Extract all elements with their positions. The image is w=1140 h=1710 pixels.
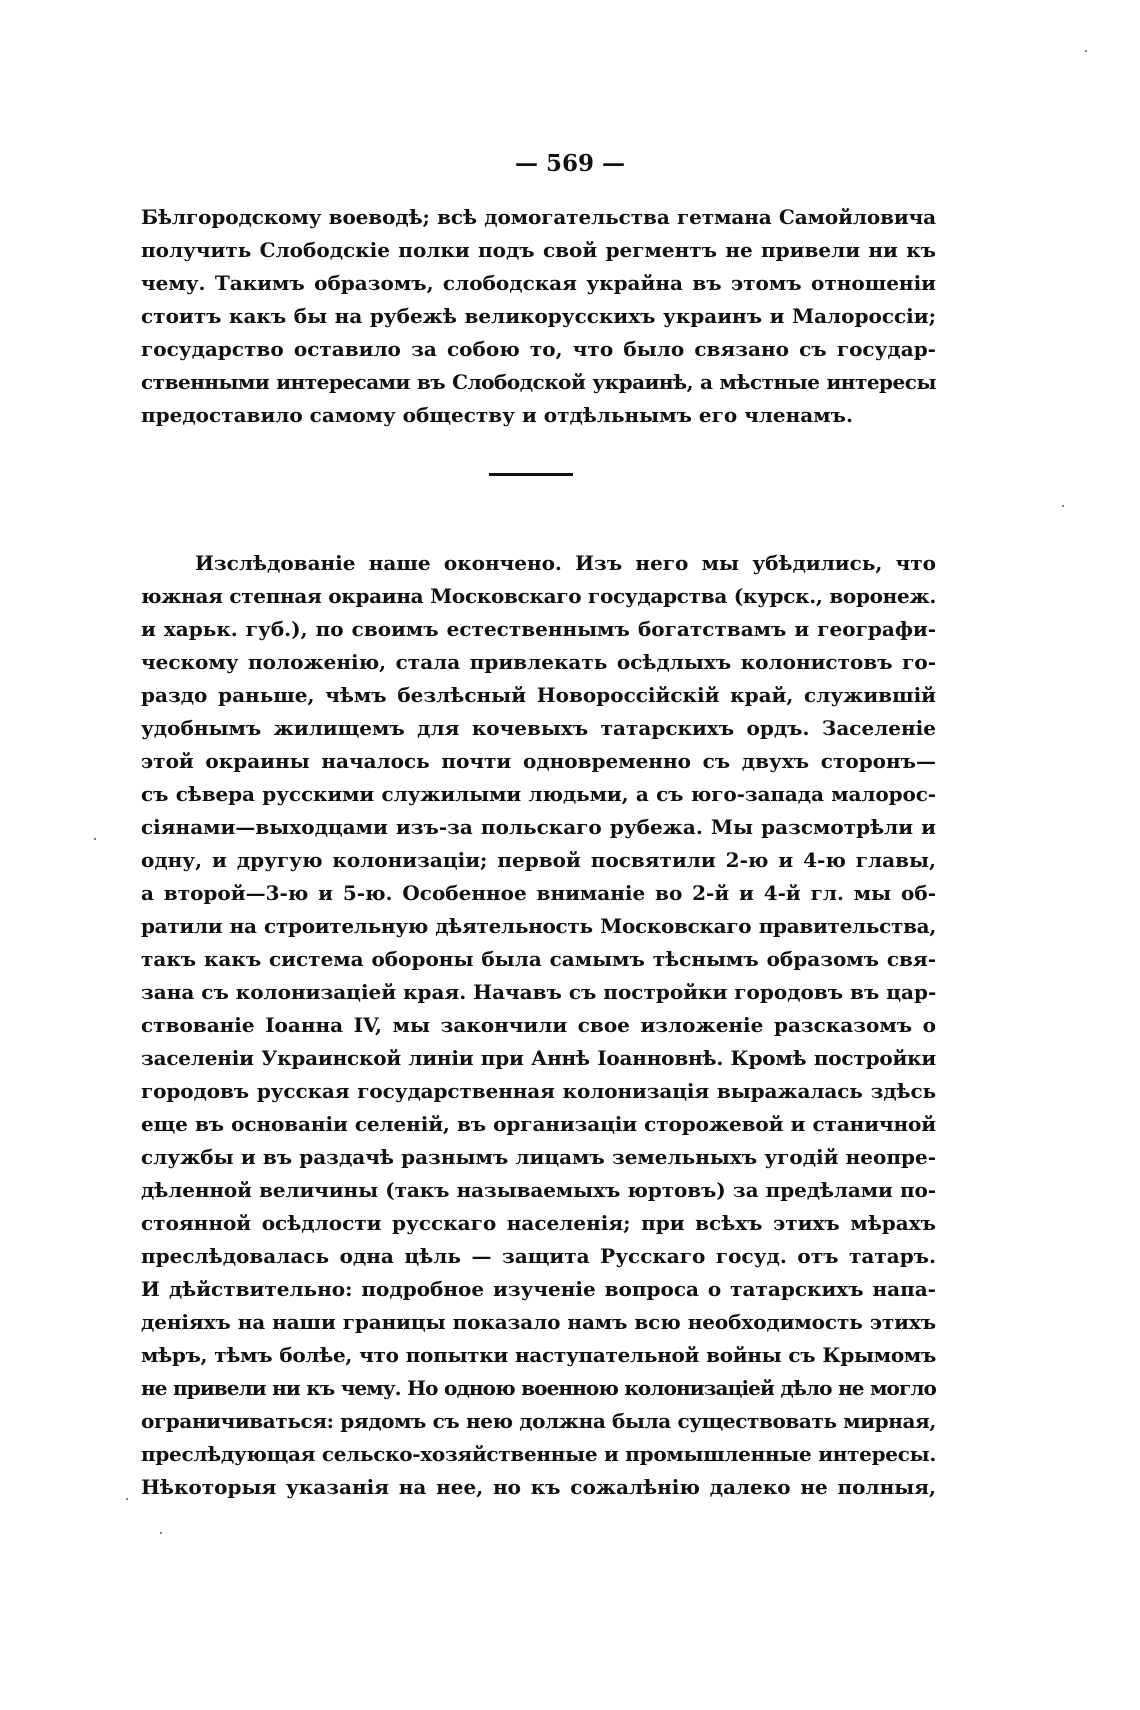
text-line: стоянной осѣдлости русскаго населенія; при всѣхъ этихъ мѣрахъ <box>141 1211 936 1235</box>
text-line: зана съ колонизаціей края. Начавъ съ постройки городовъ въ цар- <box>141 980 937 1004</box>
text-line: южная степная окраина Московскаго государства (курск., воронеж. <box>141 584 936 608</box>
text-line: этой окраины началось почти одновременно съ двухъ сторонъ— <box>141 749 936 773</box>
scan-speck <box>1062 505 1064 507</box>
scan-speck <box>1085 50 1087 52</box>
scan-speck <box>126 1498 128 1500</box>
text-line: мѣръ, тѣмъ болѣе, что попытки наступательной войны съ Крымомъ <box>141 1343 936 1367</box>
text-line: преслѣдующая сельско-хозяйственные и промышленные интересы. <box>141 1442 936 1466</box>
text-line: службы и въ раздачѣ разнымъ лицамъ земельныхъ угодій неопре- <box>141 1145 936 1169</box>
text-line: чему. Такимъ образомъ, слободская украйна въ этомъ отношеніи <box>141 271 936 295</box>
text-line: Нѣкоторыя указанія на нее, но къ сожалѣнію далеко не полныя, <box>141 1475 936 1499</box>
text-line: дѣленной величины (такъ называемыхъ юртовъ) за предѣлами по- <box>141 1178 936 1202</box>
text-line: ограничиваться: рядомъ съ нею должна была существовать мирная, <box>141 1409 936 1433</box>
text-line: заселеніи Украинской линіи при Аннѣ Іоанновнѣ. Кромѣ постройки <box>141 1046 936 1070</box>
text-line: съ сѣвера русскими служилыми людьми, а съ юго-запада малорос- <box>141 782 936 806</box>
text-line: деніяхъ на наши границы показало намъ всю необходимость этихъ <box>141 1310 936 1334</box>
text-line: ственными интересами въ Слободской украинѣ, а мѣстные интересы <box>141 370 936 394</box>
text-line: стоитъ какъ бы на рубежѣ великорусскихъ украинъ и Малороссіи; <box>141 304 936 328</box>
text-line: И дѣйствительно: подробное изученіе вопроса о татарскихъ напа- <box>141 1277 936 1301</box>
text-line: не привели ни къ чему. Но одною военною колонизаціей дѣло не могло <box>141 1376 936 1400</box>
scan-speck <box>160 1532 162 1534</box>
text-line: предоставило самому обществу и отдѣльнымъ его членамъ. <box>141 403 853 427</box>
text-line: ратили на строительную дѣятельность Московскаго правительства, <box>141 914 936 938</box>
text-line: Бѣлгородскому воеводѣ; всѣ домогательства гетмана Самойловича <box>141 205 936 229</box>
text-line: получить Слободскіе полки подъ свой регментъ не привели ни къ <box>141 238 936 262</box>
paragraph-closing-chapter <box>141 201 936 432</box>
text-line: городовъ русская государственная колонизація выражалась здѣсь <box>141 1079 936 1103</box>
text-line: одну, и другую колонизаціи; первой посвятили 2-ю и 4-ю главы, <box>141 848 936 872</box>
text-line: Изслѣдованіе наше окончено. Изъ него мы убѣдились, что <box>195 551 936 575</box>
text-line: государство оставило за собою то, что было связано съ государ- <box>141 337 936 361</box>
text-line: и харьк. губ.), по своимъ естественнымъ богатствамъ и географи- <box>141 617 936 641</box>
text-line: еще въ основаніи селеній, въ организаціи сторожевой и станичной <box>141 1112 936 1136</box>
page-number: — 569 — <box>514 150 626 177</box>
scan-speck <box>94 838 96 840</box>
text-line: а второй—3-ю и 5-ю. Особенное вниманіе во 2-й и 4-й гл. мы об- <box>141 881 936 905</box>
text-line: такъ какъ система обороны была самымъ тѣснымъ образомъ свя- <box>141 947 936 971</box>
text-line: удобнымъ жилищемъ для кочевыхъ татарскихъ ордъ. Заселеніе <box>141 716 936 740</box>
text-line: сіянами—выходцами изъ-за польскаго рубежа. Мы разсмотрѣли и <box>141 815 936 839</box>
text-line: преслѣдовалась одна цѣль — защита Русскаго госуд. отъ татаръ. <box>141 1244 936 1268</box>
text-line: ческому положенію, стала привлекать осѣдлыхъ колонистовъ го- <box>141 650 936 674</box>
text-line: раздо раньше, чѣмъ безлѣсный Новороссійскій край, служившій <box>141 683 936 707</box>
text-line: ствованіе Іоанна IV, мы закончили свое изложеніе разсказомъ о <box>141 1013 936 1037</box>
paragraph-conclusion <box>141 547 936 1504</box>
section-divider <box>489 473 573 476</box>
